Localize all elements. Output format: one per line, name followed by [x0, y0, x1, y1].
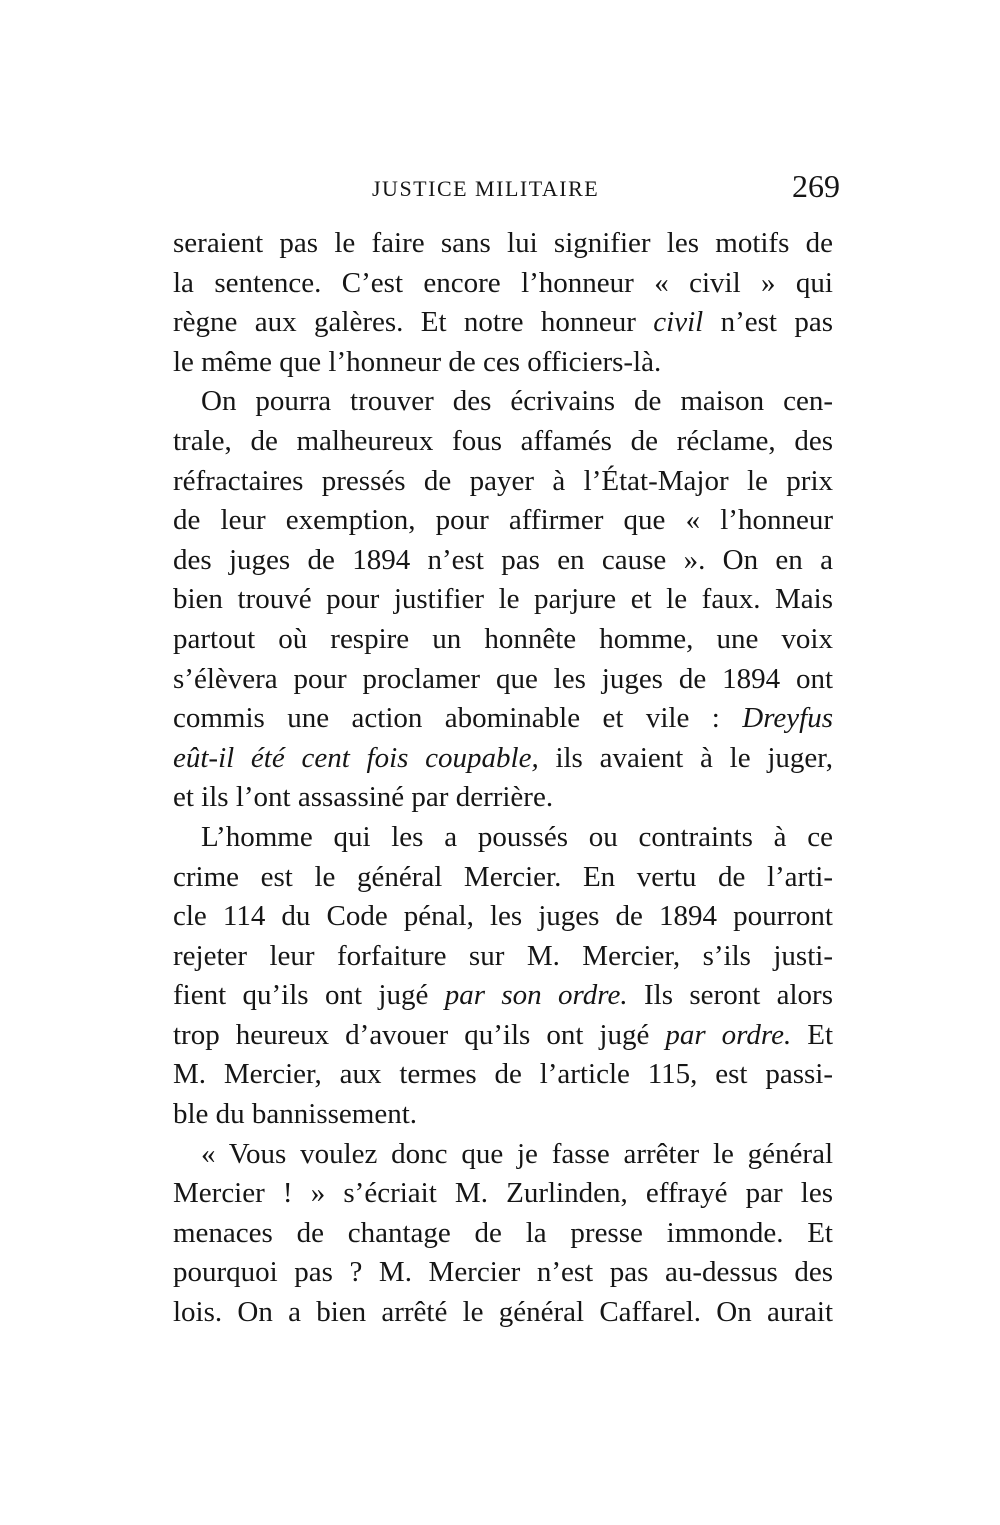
italic-text: par ordre. [665, 1018, 792, 1051]
running-head: JUSTICE MILITAIRE [372, 176, 600, 201]
text-line: et ils l’ont assassiné par derrière. [173, 781, 554, 814]
text-line: s’élèvera pour proclamer que les juges de 1894 ont [173, 662, 833, 695]
paragraph-first-line: « Vous voulez donc que je fasse arrêter le général [201, 1137, 833, 1170]
italic-text: par son ordre. [444, 979, 628, 1012]
text-line: réfractaires pressés de payer à l’État-Major le prix [173, 464, 833, 497]
italic-text: Dreyfus [742, 702, 833, 735]
text-line: crime est le général Mercier. En vertu de l’arti- [173, 860, 833, 893]
italic-text: civil [653, 306, 704, 339]
text-line: fient qu’ils ont jugé par son ordre. Ils seront alors [173, 979, 833, 1012]
text-line: ble du bannissement. [173, 1098, 418, 1131]
body-text [173, 224, 833, 1333]
text-line: le même que l’honneur de ces officiers-là. [173, 345, 662, 378]
text-line: Mercier ! » s’écriait M. Zurlinden, effrayé par les [173, 1177, 833, 1210]
text-line: pourquoi pas ? M. Mercier n’est pas au-dessus des [173, 1256, 833, 1289]
page-number: 269 [792, 168, 840, 204]
italic-text: eût-il été cent fois coupable, [173, 741, 539, 774]
text-line: partout où respire un honnête homme, une voix [173, 622, 833, 655]
text-line: eût-il été cent fois coupable, ils avaient à le juger, [173, 741, 833, 774]
text-line: cle 114 du Code pénal, les juges de 1894 pourront [173, 900, 833, 933]
text-line: menaces de chantage de la presse immonde. Et [173, 1216, 833, 1249]
text-line: lois. On a bien arrêté le général Caffarel. On aurait [173, 1296, 833, 1329]
text-line: commis une action abominable et vile : Dreyfus [173, 702, 833, 735]
text-line: M. Mercier, aux termes de l’article 115, est passi- [173, 1058, 833, 1091]
text-line: bien trouvé pour justifier le parjure et le faux. Mais [173, 583, 833, 616]
text-line: de leur exemption, pour affirmer que « l’honneur [173, 504, 833, 537]
text-line: des juges de 1894 n’est pas en cause ». On en a [173, 543, 833, 576]
text-line: trop heureux d’avouer qu’ils ont jugé par ordre. Et [173, 1018, 834, 1051]
paragraph-first-line: On pourra trouver des écrivains de maison cen- [201, 385, 833, 418]
paragraph-first-line: L’homme qui les a poussés ou contraints à ce [201, 820, 833, 853]
text-line: seraient pas le faire sans lui signifier les motifs de [173, 227, 833, 259]
text-line: la sentence. C’est encore l’honneur « civil » qui [173, 266, 833, 299]
text-line: rejeter leur forfaiture sur M. Mercier, s’ils justi- [173, 939, 833, 972]
text-line: règne aux galères. Et notre honneur civil n’est pas [173, 306, 834, 339]
text-line: trale, de malheureux fous affamés de réclame, des [173, 424, 833, 457]
